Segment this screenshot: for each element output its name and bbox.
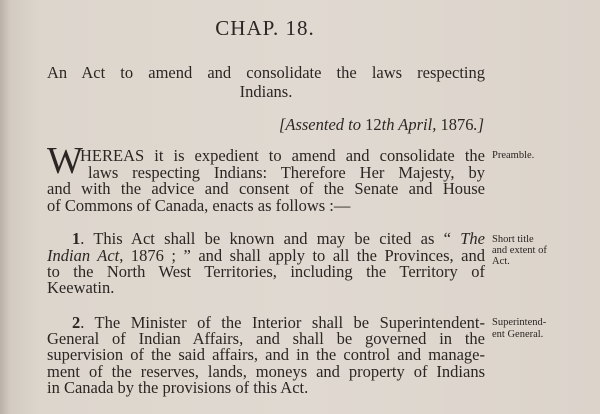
section-line: to the North West Territories, including the Territory of xyxy=(47,262,485,281)
assent-date: [Assented to 12th April, 1876.] xyxy=(278,115,484,134)
act-title-line-2: Indians. xyxy=(239,82,293,101)
margin-note-superintendent: ent General. xyxy=(492,329,544,340)
preamble-line: of Commons of Canada, enacts as follows :— xyxy=(47,196,351,215)
chapter-heading: CHAP. 18. xyxy=(215,16,315,40)
section-line: Keewatin. xyxy=(47,278,115,297)
margin-note-short-title: and extent of xyxy=(492,245,547,256)
drop-cap: W xyxy=(47,140,83,182)
margin-note-superintendent: Superintend- xyxy=(492,317,547,328)
act-title-line-1: An Act to amend and consolidate the laws respecting xyxy=(47,63,485,82)
section-line: supervision of the said affairs, and in the control and manage- xyxy=(47,345,485,364)
preamble-line: and with the advice and consent of the Senate and House xyxy=(47,179,485,198)
margin-note-short-title: Short title xyxy=(492,234,534,245)
preamble-line: HEREAS it is expedient to amend and consolidate the xyxy=(80,146,485,165)
section-text: Indian Act, 1876 ; ” and shall apply to all the Provinces, and xyxy=(47,246,485,265)
preamble-line: laws respecting Indians: Therefore Her Majesty, by xyxy=(88,163,485,182)
section-text: . The Minister of the Interior shall be Superintendent- xyxy=(80,313,485,332)
section-number: 2 xyxy=(72,313,81,332)
section-number: 1 xyxy=(72,229,81,248)
margin-note-short-title: Act. xyxy=(492,256,510,267)
section-line: ment of the reserves, lands, moneys and property of Indians xyxy=(47,362,485,381)
section-line xyxy=(72,230,485,247)
section-text: . This Act shall be known and may be cited as “ The xyxy=(80,229,485,248)
section-line: in Canada by the provisions of this Act. xyxy=(47,378,309,397)
margin-note-preamble: Preamble. xyxy=(492,150,535,161)
section-line: General of Indian Affairs, and shall be governed in the xyxy=(47,329,485,348)
